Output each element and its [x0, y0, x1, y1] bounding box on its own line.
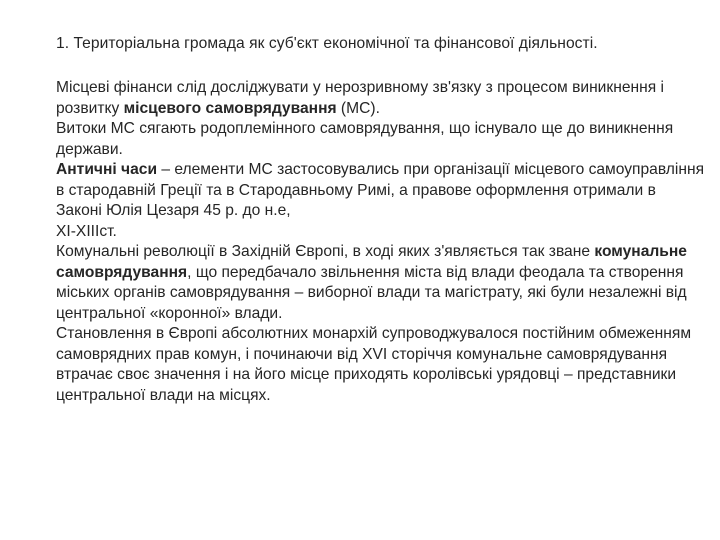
paragraph-origins [56, 119, 706, 160]
paragraph-text: ХІ-ХІІІст. [56, 222, 117, 240]
paragraph-emphasis: комунальне самоврядування [56, 243, 687, 281]
paragraph-text: Комунальні революції в Західній Європі, в ході яких з'являється так зване [56, 243, 595, 260]
paragraph-communal-revolutions [56, 242, 706, 324]
slide-title: 1. Територіальна громада як суб'єкт економічної та фінансової діяльності. [56, 35, 598, 52]
paragraph-emphasis: місцевого самоврядування [123, 99, 337, 117]
paragraph-local-finance [56, 78, 706, 119]
paragraph-text: Витоки МС сягають родоплемінного самоврядування, що існувало ще до виникнення держави. [56, 120, 674, 158]
paragraph-text: , що передбачало звільнення міста від влади феодала та створення міських органів самоврядування – виборної влади та магістрату, які були незалежні від центральної «коронної» влади. [56, 263, 687, 322]
paragraph-antiquity [56, 160, 706, 222]
paragraph-absolute-monarchies [56, 324, 706, 406]
slide-body [56, 78, 706, 406]
paragraph-text: Становлення в Європі абсолютних монархій супроводжувалося постійним обмеженням самоврядних прав комун, і починаючи від ХVI сторіччя комунальне самоврядування втрачає своє значення і на його місце приходять королівські урядовці – представники центральної влади на місцях. [56, 325, 692, 404]
paragraph-text: Місцеві фінанси слід досліджувати у нерозривному зв'язку з процесом виникнення і розвитку [56, 79, 664, 117]
paragraph-emphasis: Античні часи [56, 161, 158, 178]
paragraph-centuries [56, 222, 706, 243]
paragraph-text: – елементи МС застосовувались при організації місцевого самоуправління в стародавній Греції та в Стародавньому Римі, а правове оформлення отримали в Законі Юлія Цезаря 45 р. до н.е, [56, 161, 705, 219]
paragraph-text: (МС). [336, 99, 380, 117]
